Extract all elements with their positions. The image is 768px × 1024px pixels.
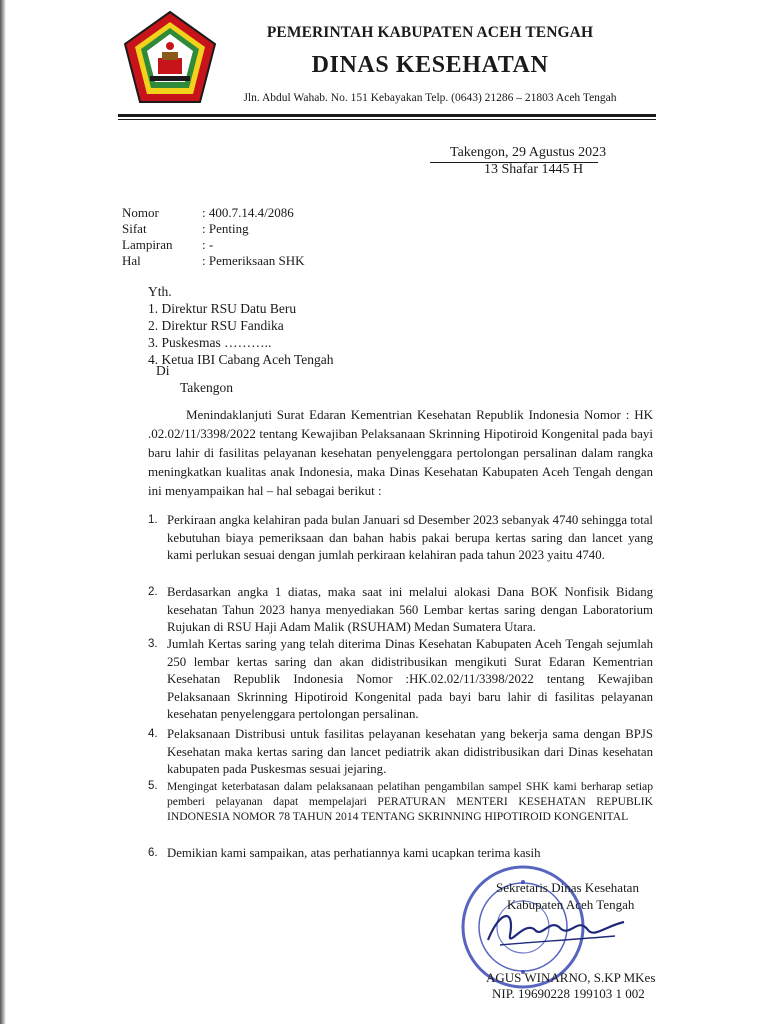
- point-item: [148, 726, 653, 779]
- recipient-place: Takengon: [180, 380, 234, 395]
- meta-row-nomor: [122, 205, 294, 221]
- signatory-nip: NIP. 19690228 199103 1 002: [492, 986, 645, 1001]
- intro-paragraph: [148, 405, 653, 500]
- recipient-item: 3. Puskesmas ………..: [148, 335, 272, 350]
- letterhead-rule-thin: [118, 119, 656, 120]
- government-name: PEMERINTAH KABUPATEN ACEH TENGAH: [266, 24, 594, 41]
- meta-key: Sifat: [122, 221, 147, 236]
- point-number: 1.: [148, 514, 158, 526]
- point-item: [148, 845, 653, 863]
- point-text: Mengingat keterbatasan dalam pelaksanaan pelatihan pengambilan sampel SHK kami berharap setiap pemberi pelayanan dapat mempelajari PERATURAN MENTERI KESEHATAN REPUBLIK INDONESIA NOMOR 78 TAHUN 2014 TENTANG SKRINNING HIPOTIROID KONGENITAL: [167, 780, 653, 823]
- signatory-region: Kabupaten Aceh Tengah: [507, 897, 635, 912]
- office-address: Jln. Abdul Wahab. No. 151 Kebayakan Telp. (0643) 21286 – 21803 Aceh Tengah: [243, 92, 617, 104]
- recipient-item: 2. Direktur RSU Fandika: [148, 318, 284, 333]
- scan-edge: [0, 0, 6, 1024]
- point-item: [148, 779, 653, 824]
- recipient-item: 1. Direktur RSU Datu Beru: [148, 301, 297, 316]
- meta-value: : -: [202, 237, 214, 252]
- recipient-di: Di: [156, 363, 170, 378]
- point-number: 5.: [148, 780, 158, 792]
- meta-row-sifat: [122, 221, 249, 237]
- point-text: Pelaksanaan Distribusi untuk fasilitas pelayanan kesehatan yang bekerja sama dengan BPJS Kesehatan maka kertas saring dan lancet pediatrik akan didistribusikan dari Dinas kesehatan kabupaten pada Puskesmas sesuai jejaring.: [167, 727, 653, 776]
- point-text: Berdasarkan angka 1 diatas, maka saat ini melalui alokasi Dana BOK Nonfisik Bidang kesehatan Tahun 2023 hanya menyediakan 560 Lembar kertas saring dengan Laboratorium Rujukan di RSU Haji Adam Malik (RSUHAM) Medan Sumatera Utara.: [167, 585, 653, 634]
- point-item: [148, 636, 653, 724]
- meta-row-hal: [122, 253, 305, 269]
- point-number: 6.: [148, 847, 158, 859]
- point-number: 3.: [148, 638, 158, 650]
- point-text: Demikian kami sampaikan, atas perhatiannya kami ucapkan terima kasih: [167, 846, 541, 860]
- point-text: Perkiraan angka kelahiran pada bulan Januari sd Desember 2023 sebanyak 4740 sehingga total kebutuhan biaya pemeriksaan dan bahan habis pakai berupa kertas saring dan lancet yang kami perlukan sesuai dengan jumlah perkiraan kelahiran pada tahun 2023 yaitu 4740.: [167, 513, 653, 562]
- meta-value: : Pemeriksaan SHK: [202, 253, 305, 268]
- meta-key: Lampiran: [122, 237, 173, 252]
- meta-key: Nomor: [122, 205, 159, 220]
- letter-date: Takengon, 29 Agustus 2023: [450, 145, 607, 160]
- point-text: Jumlah Kertas saring yang telah diterima Dinas Kesehatan Kabupaten Aceh Tengah sejumlah 250 lembar kertas saring dan akan didistribusikan mengikuti Surat Edaran Kementrian Kesehatan Republik Indonesia Nomor :HK.02.02/11/3398/2022 tentang Kewajiban Pelaksanaan Skrinning Hipotiroid Kongenital pada bayi baru lahir di fasilitas pelayanan kesehatan penyelenggara pertolongan persalinan.: [167, 637, 653, 721]
- point-number: 4.: [148, 728, 158, 740]
- recipient-item: 4. Ketua IBI Cabang Aceh Tengah: [148, 352, 334, 367]
- letterhead-rule-thick: [118, 114, 656, 117]
- meta-value: : 400.7.14.4/2086: [202, 205, 294, 220]
- meta-key: Hal: [122, 253, 141, 268]
- point-item: [148, 584, 653, 637]
- hijri-date: 13 Shafar 1445 H: [484, 162, 584, 177]
- signatory-name: AGUS WINARNO, S.KP MKes: [486, 970, 656, 985]
- department-name: DINAS KESEHATAN: [311, 52, 549, 78]
- signatory-title: Sekretaris Dinas Kesehatan: [496, 880, 639, 895]
- point-item: [148, 512, 653, 565]
- intro-text: Menindaklanjuti Surat Edaran Kementrian Kesehatan Republik Indonesia Nomor : HK .02.02/11/3398/2022 tentang Kewajiban Pelaksanaan Skrinning Hipotiroid Kongenital pada bayi baru lahir di fasilitas pelayanan kesehatan penyelenggara pertolongan persalinan dalam rangka meningkatkan kualitas anak Indonesia, maka Dinas Kesehatan Kabupaten Aceh Tengah dengan ini menyampaikan hal – hal sebagai berikut :: [148, 407, 653, 498]
- meta-value: : Penting: [202, 221, 249, 236]
- point-number: 2.: [148, 586, 158, 598]
- salutation: Yth.: [148, 284, 172, 299]
- meta-row-lampiran: [122, 237, 213, 253]
